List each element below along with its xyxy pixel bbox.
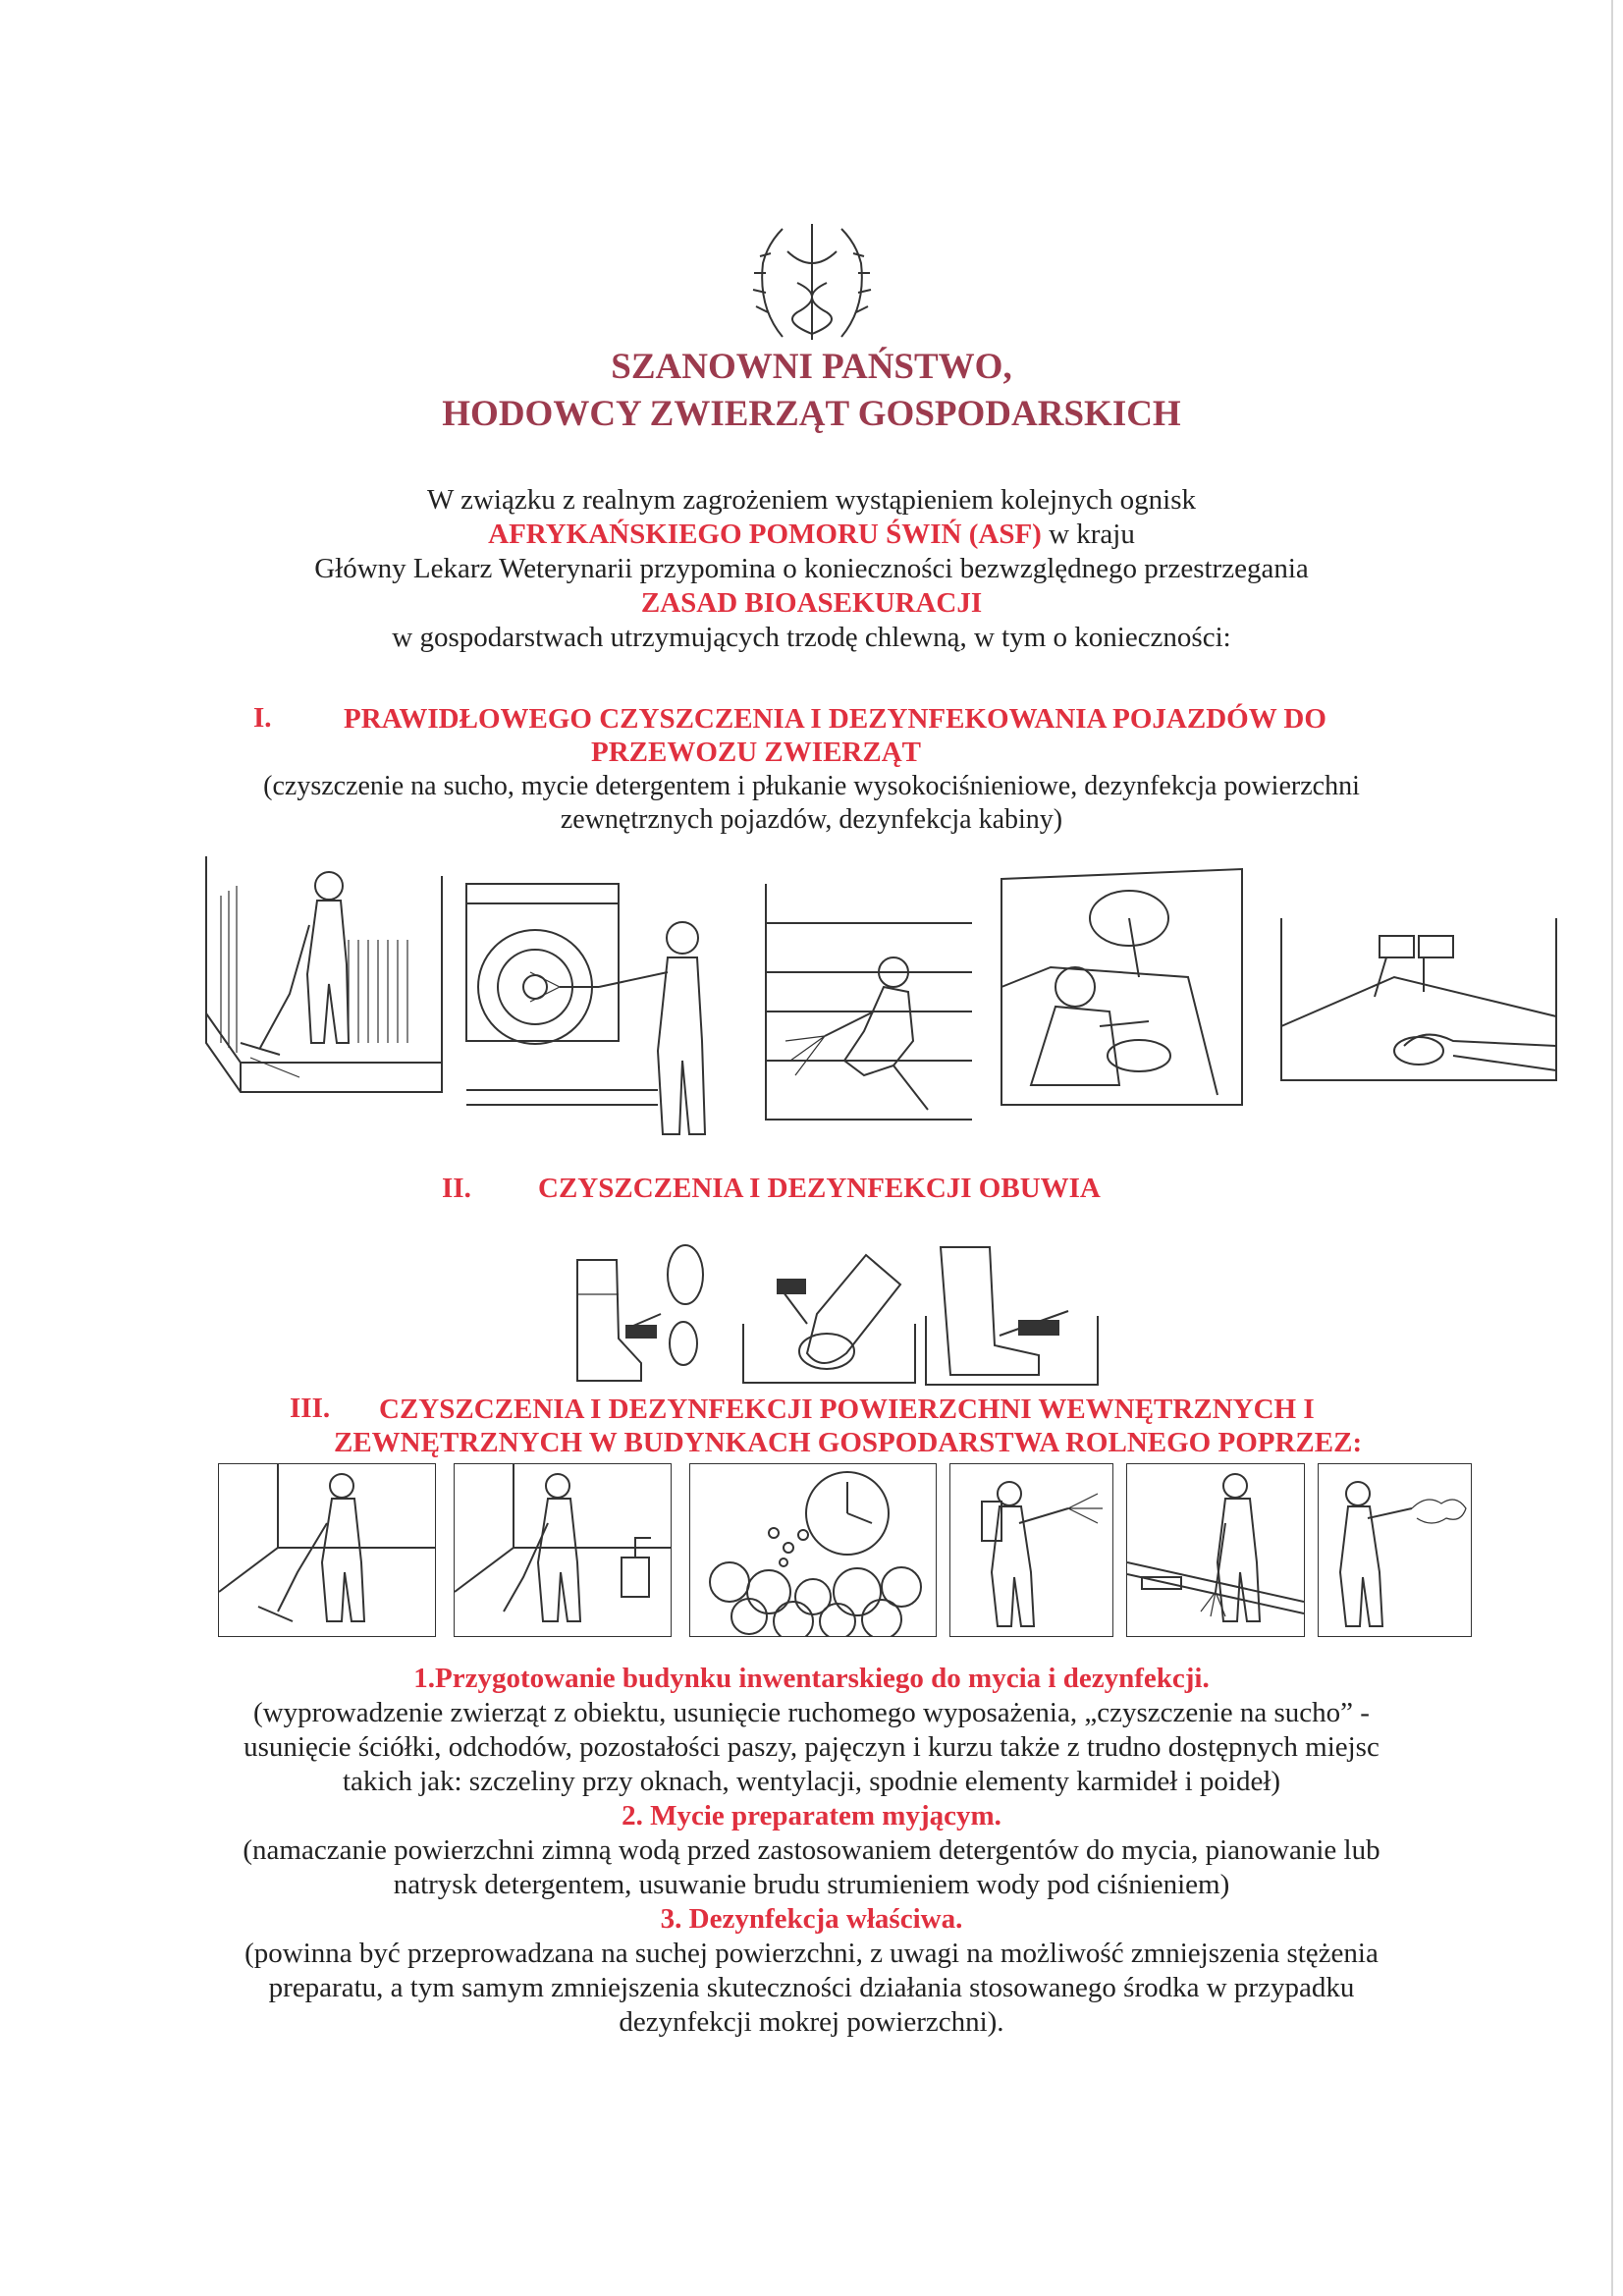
wiping-pedals-icon: [1276, 899, 1561, 1100]
section-3-title: [334, 1393, 1463, 1459]
section-2-number: II.: [442, 1173, 471, 1204]
sweeping-floor-icon: [218, 1463, 436, 1637]
steps-block: [0, 1662, 1623, 2040]
section-1-description: [0, 770, 1623, 837]
intro-paragraph: [0, 483, 1623, 655]
sole-scrubbing-icon: [738, 1245, 920, 1393]
section-1-desc-line-1: (czyszczenie na sucho, mycie detergentem i płukanie wysokociśnieniowe, dezynfekcja powierzchni: [263, 771, 1360, 801]
section-3-number: III.: [290, 1393, 331, 1424]
pressure-spraying-wall-icon: [1318, 1463, 1472, 1637]
intro-line-2-tail: w kraju: [1041, 519, 1135, 550]
step-2-line-1: (namaczanie powierzchni zimną wodą przed zastosowaniem detergentów do mycia, pianowanie lub: [243, 1834, 1380, 1866]
heading-line-1: SZANOWNI PAŃSTWO,: [611, 347, 1012, 387]
step-1-title: 1.Przygotowanie budynku inwentarskiego do mycia i dezynfekcji.: [413, 1663, 1210, 1694]
intro-line-5: w gospodarstwach utrzymujących trzodę chlewną, w tym o konieczności:: [392, 622, 1231, 653]
section-1-number: I.: [253, 702, 272, 734]
boot-dip-icon: [921, 1237, 1103, 1394]
backpack-spraying-icon: [949, 1463, 1113, 1637]
heading-line-2: HODOWCY ZWIERZĄT GOSPODARSKICH: [442, 394, 1181, 434]
step-1-line-1: (wyprowadzenie zwierząt z obiektu, usunięcie ruchomego wyposażenia, „czyszczenie na sucho” -: [253, 1697, 1370, 1728]
step-2: [0, 1799, 1623, 1902]
section-3-title-line-2: ZEWNĘTRZNYCH W BUDYNKACH GOSPODARSTWA ROLNEGO POPRZEZ:: [334, 1427, 1363, 1458]
section-1-title-line-1: PRAWIDŁOWEGO CZYSZCZENIA I DEZYNFEKOWANIA POJAZDÓW DO: [344, 703, 1326, 735]
section-1-desc-line-2: zewnętrznych pojazdów, dezynfekcja kabiny): [560, 804, 1063, 835]
step-1-line-2: usunięcie ściółki, odchodów, pozostałości paszy, pajęczyn i kurzu także z trudno dostępnych miejsc: [243, 1731, 1380, 1763]
pressure-washing-wheel-icon: [461, 864, 727, 1159]
intro-line-2: [0, 518, 1623, 552]
section-3-illustration-strip: [218, 1463, 1470, 1640]
step-3-title: 3. Dezynfekcja właściwa.: [660, 1903, 963, 1935]
bioasekuracja-highlight: ZASAD BIOASEKURACJI: [640, 587, 983, 619]
step-1-line-3: takich jak: szczeliny przy oknach, wentylacji, spodnie elementy karmideł i poideł): [342, 1766, 1281, 1797]
caduceus-laurel-emblem-icon: [738, 214, 886, 352]
step-3: [0, 1902, 1623, 2040]
section-1-title-line-2: PRZEWOZU ZWIERZĄT: [591, 737, 921, 768]
section-2-title: CZYSZCZENIA I DEZYNFEKCJI OBUWIA: [538, 1173, 1101, 1204]
section-3-title-line-1: CZYSZCZENIA I DEZYNFEKCJI POWIERZCHNI WEWNĘTRZNYCH I: [379, 1394, 1315, 1425]
step-3-line-3: dezynfekcji mokrej powierzchni).: [619, 2006, 1004, 2038]
step-3-line-2: preparatu, a tym samym zmniejszenia skuteczności działania stosowanego środka w przypadku: [268, 1972, 1355, 2003]
washing-drain-icon: [1126, 1463, 1305, 1637]
boot-brushing-icon: [568, 1235, 734, 1388]
main-heading: [0, 344, 1623, 438]
intro-line-3: Główny Lekarz Weterynarii przypomina o konieczności bezwzględnego przestrzegania: [314, 553, 1309, 584]
scrubbing-floor-icon: [454, 1463, 672, 1637]
asf-highlight: AFRYKAŃSKIEGO POMORU ŚWIŃ (ASF): [488, 519, 1042, 550]
sweeping-vehicle-floor-icon: [201, 847, 447, 1100]
intro-line-1: W związku z realnym zagrożeniem wystąpieniem kolejnych ognisk: [427, 484, 1196, 516]
foam-soaking-icon: [689, 1463, 937, 1637]
cleaning-cabin-icon: [992, 840, 1257, 1115]
step-2-title: 2. Mycie preparatem myjącym.: [622, 1800, 1001, 1831]
step-2-line-2: natrysk detergentem, usuwanie brudu strumieniem wody pod ciśnieniem): [393, 1869, 1230, 1900]
section-1-title: [344, 702, 1424, 769]
step-1: [0, 1662, 1623, 1799]
spraying-cargo-bay-icon: [746, 864, 982, 1149]
step-3-line-1: (powinna być przeprowadzana na suchej powierzchni, z uwagi na możliwość zmniejszenia stężenia: [244, 1938, 1379, 1969]
